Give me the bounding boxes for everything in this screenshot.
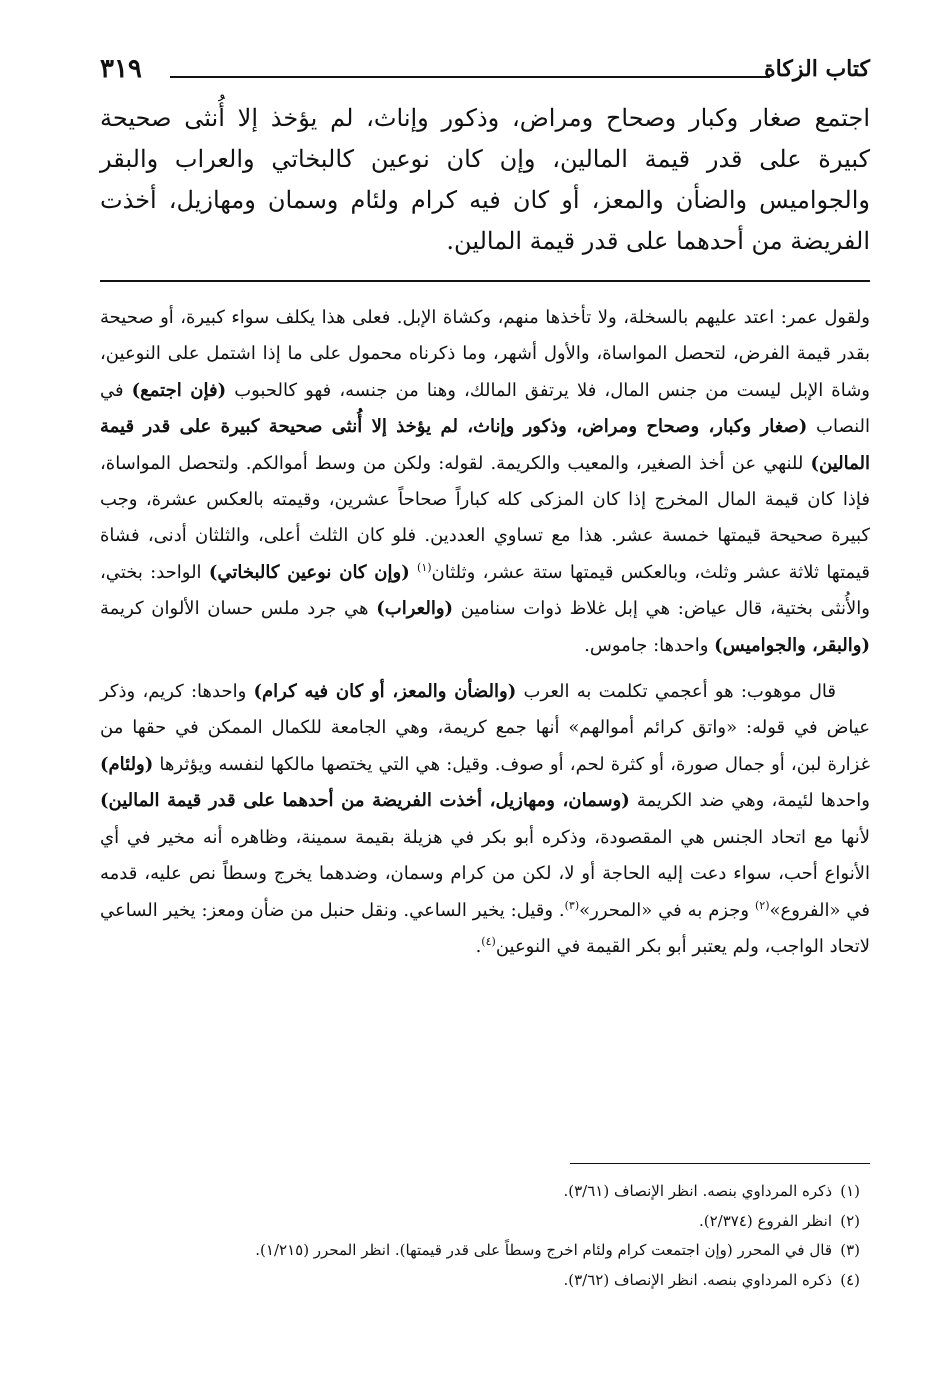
commentary-text: هي جرد ملس حسان الألوان كريمة <box>100 598 377 620</box>
quoted-matn: (فإن اجتمع) <box>131 379 227 401</box>
quoted-matn: (والعراب) <box>376 598 454 620</box>
commentary-text: وجزم به في «المحرر» <box>579 899 755 921</box>
footnote <box>100 1236 860 1266</box>
running-header <box>100 50 870 88</box>
footnote-ref: (٢) <box>755 898 770 912</box>
quoted-matn: (ولئام) <box>100 753 154 775</box>
footnote-text: ذكره المرداوي بنصه. انظر الإنصاف (٣/٦١). <box>563 1182 832 1200</box>
commentary-text: ولقول عمر: اعتد عليهم بالسخلة، ولا تأخذها منهم، وكشاة الإبل. فعلى هذا يكلف سواء كبيرة، أو صحيحة بقدر قيمة الفرض، لتحصل المواساة، والأول أشهر، وما ذكرناه محمول على ما إذا اشتمل على النوعين، وشاة الإبل ليست من جنس المال، فلا يرتفق المالك، وهنا من جنسه، فهو كالحبوب <box>100 307 870 401</box>
chapter-title: كتاب الزكاة <box>764 56 870 82</box>
quoted-matn: (والضأن والمعز، أو كان فيه كرام) <box>253 681 517 703</box>
footnote-text: ذكره المرداوي بنصه. انظر الإنصاف (٣/٦٢). <box>563 1270 832 1289</box>
commentary-text: واحدها: كريم، وذكر عياض في قوله: «واتق كرائم أموالهم» أنها جمع كريمة، وهي الجامعة للكمال الممكن في حقها من غزارة لبن، أو جمال صورة، أو كثرة لحم، أو صوف. وقيل: هي التي يختصها مالكها لنفسه ويؤثرها <box>100 681 870 775</box>
commentary-text: واحدها لئيمة، وهي ضد الكريمة <box>629 790 870 812</box>
commentary-text: في النصاب <box>100 379 870 438</box>
quoted-matn: (وإن كان نوعين كالبخاتي) <box>208 561 410 583</box>
footnote-text: قال في المحرر (وإن اجتمعت كرام ولئام اخرج وسطاً على قدر قيمتها). انظر المحرر (١/٢١٥). <box>255 1241 832 1259</box>
footnote-ref: (١) <box>417 560 432 574</box>
quoted-matn: (والبقر، والجواميس) <box>714 634 870 656</box>
main-text-divider <box>100 280 870 282</box>
commentary-text: الواحد: بختي، والأُنثى بختية، قال عياض: هي إبل غلاظ ذوات سنامين <box>100 561 870 620</box>
footnote-number: (٣) <box>840 1241 860 1259</box>
footnote-text: انظر الفروع (٢/٣٧٤). <box>698 1211 832 1230</box>
quoted-matn: (وسمان، ومهازيل، أخذت الفريضة من أحدهما على قدر قيمة المالين) <box>100 790 630 812</box>
footnote <box>100 1266 860 1296</box>
footnotes <box>100 1177 860 1295</box>
commentary-text: قال موهوب: هو أعجمي تكلمت به العرب <box>516 681 837 703</box>
footnote-number: (٤) <box>840 1270 860 1289</box>
main-text: اجتمع صغار وكبار وصحاح ومراض، وذكور وإناث، لم يؤخذ إلا أُنثى صحيحة كبيرة على قدر قيمة المالين، وإن كان نوعين كالبخاتي والعراب والبقر والجواميس والضأن والمعز، أو كان فيه كرام ولئام وسمان ومهازيل، أخذت الفريضة من أحدهما على قدر قيمة المالين. <box>100 104 870 255</box>
footnote-divider <box>570 1163 870 1164</box>
header-rule <box>170 76 770 78</box>
footnote <box>100 1207 860 1237</box>
footnote-ref: (٣) <box>564 898 580 912</box>
commentary-text: . <box>475 935 482 957</box>
footnote-ref: (٤) <box>481 934 496 948</box>
footnote <box>100 1177 860 1207</box>
footnote-number: (٢) <box>840 1211 860 1230</box>
commentary-text <box>410 562 417 583</box>
quoted-matn: (صغار وكبار، وصحاح ومراض، وذكور وإناث، لم يؤخذ إلا أُنثى صحيحة كبيرة على قدر قيمة المالين) <box>100 416 870 474</box>
commentary-paragraph <box>100 674 870 965</box>
footnote-number: (١) <box>840 1182 860 1200</box>
commentary-text: لأنها مع اتحاد الجنس هي المقصودة، وذكره أبو بكر في هزيلة بقيمة سمينة، وظاهره أنه مخير في أي الأنواع أحب، سواء دعت إليه الحاجة أو لا، لكن من كرام وسمان، وضدهما يخرج وسطاً نص عليه، قدمه في «الفروع» <box>100 826 870 921</box>
commentary <box>100 300 870 965</box>
commentary-text: واحدها: جاموس. <box>584 634 715 656</box>
commentary-text: للنهي عن أخذ الصغير، والمعيب والكريمة. لقوله: ولكن من وسط أموالكم. ولتحصل المواساة، فإذا كان قيمة المال المخرج إذا كان المزكى كله كباراً صحاحاً عشرين، وقيمته بالعكس عشرة، وجب كبيرة صحيحة قيمتها خمسة عشر. هذا مع تساوي العددين. فلو كان الثلث أعلى، والثلثان أدنى، فشاة قيمتها ثلاثة عشر وثلث، وبالعكس قيمتها ستة عشر، وثلثان <box>100 452 870 583</box>
page-number: ٣١٩ <box>100 54 142 84</box>
commentary-text: . وقيل: يخير الساعي. ونقل حنبل من ضأن ومعز: يخير الساعي لاتحاد الواجب، ولم يعتبر أبو بكر القيمة في النوعين <box>100 899 870 957</box>
commentary-paragraph <box>100 300 870 664</box>
